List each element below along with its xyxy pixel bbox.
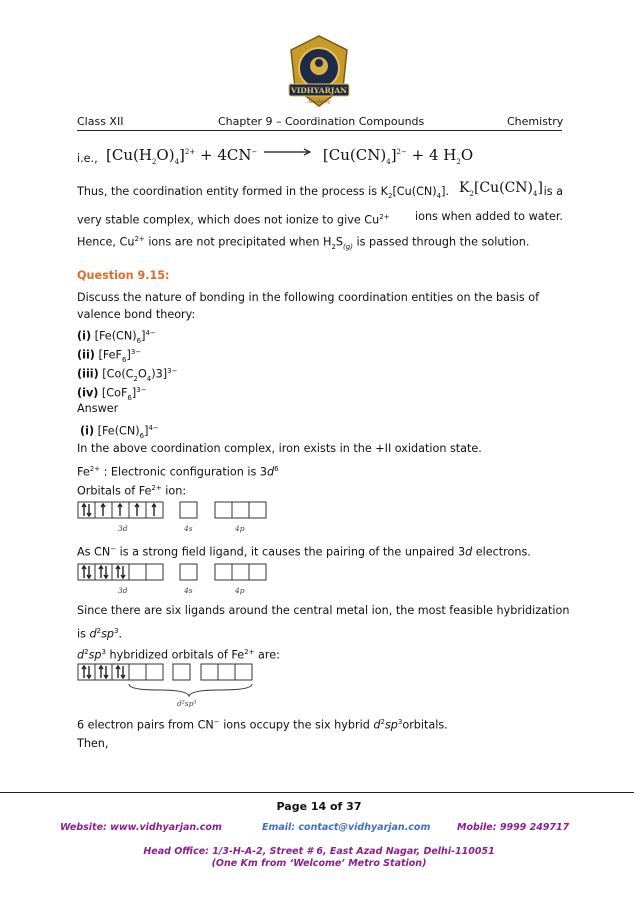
hybridized-orbitals-line: $d^2sp^3$ hybridized orbitals of $Fe^{2+}$ are: [77, 648, 280, 662]
label-3d: 3d [118, 586, 128, 595]
question-heading: Question 9.15: [77, 269, 170, 282]
footer-office-landmark: (One Km from ‘Welcome’ Metro Station) [211, 858, 427, 869]
para1-line2: very stable complex, which does not ionize to give $Cu^{2+}$ ions when added to water. [77, 210, 563, 227]
reaction-equation: $[Cu(H_2O)_4]^{2+} + 4CN^-$ $[Cu(CN)_4]^{2-} + 4$ $H_2O$ [106, 146, 473, 166]
header-class: Class XII [77, 115, 124, 128]
header-chapter: Chapter 9 – Coordination Compounds [218, 115, 425, 128]
option-iv: (iv) $[CoF_6]^{3-}$ [77, 386, 147, 402]
orbital-diagram-paired [77, 562, 277, 598]
4p-orbitals [215, 564, 266, 580]
footer-website[interactable]: Website: www.vidhyarjan.com [60, 822, 222, 833]
vidhyarjan-logo [283, 32, 355, 112]
question-line2: valence bond theory: [77, 308, 196, 321]
page-number: Page 14 of 37 [276, 800, 362, 813]
footer-rule [0, 792, 634, 793]
hybridization-line2: is $d^2sp^3$. [77, 627, 123, 641]
answer-i-heading: (i) $[Fe(CN)_6]^{4-}$ [80, 424, 159, 440]
footer-office-address: Head Office: 1/3-H-A-2, Street # 6, East Azad Nagar, Delhi-110051 [143, 846, 495, 857]
hybridization-line1: Since there are six ligands around the central metal ion, the most feasible hybridization [77, 604, 570, 617]
option-iii: (iii) $[Co(C_2O_4)3]^{3-}$ [77, 367, 178, 383]
label-d2sp3: d²sp³ [177, 699, 197, 708]
oxidation-state-line: In the above coordination complex, iron exists in the +II oxidation state. [77, 442, 482, 455]
orbitals-line: Orbitals of $Fe^{2+}$ ion: [77, 484, 187, 498]
para1-line3: Hence, $Cu^{2+}$ ions are not precipitated when $H_2S_{(g)}$ is passed through the solution. [77, 235, 530, 251]
logo-text: VIDHYARJAN [290, 86, 348, 95]
label-3d: 3d [118, 524, 128, 533]
electronic-config-line: $Fe^{2+}$ : Electronic configuration is $3d^6$ [77, 465, 279, 479]
orbital-diagram-fe2 [77, 500, 277, 536]
option-i: (i) $[Fe(CN)_6]^{4-}$ [77, 329, 156, 345]
label-4p: 4p [235, 586, 245, 595]
4s-orbital [180, 564, 197, 580]
hybrid-brace [129, 684, 252, 696]
option-ii: (ii) $[FeF_6]^{3-}$ [77, 348, 142, 364]
label-4s: 4s [184, 586, 193, 595]
logo-subtext: Academy [307, 99, 331, 105]
label-4p: 4p [235, 524, 245, 533]
electron-pairs-line: 6 electron pairs from CN− ions occupy the six hybrid $d^2sp^3orbitals$. [77, 718, 448, 732]
para1-line1: Thus, the coordination entity formed in the process is $K_2[Cu(CN)_4]$. $K_2[Cu(CN)_4]$ is a [77, 180, 563, 201]
then-line: Then, [77, 737, 109, 750]
4s-orbital [180, 502, 197, 518]
question-line1: Discuss the nature of bonding in the following coordination entities on the basis of [77, 291, 540, 304]
4p-orbitals [215, 502, 266, 518]
header-subject: Chemistry [507, 115, 564, 128]
orbital-diagram-hybrid [77, 662, 277, 708]
header-rule [77, 130, 562, 131]
label-4s: 4s [184, 524, 193, 533]
ie-label: i.e., [77, 152, 98, 165]
3d-orbitals [78, 502, 163, 518]
3d-orbitals-paired [78, 564, 163, 580]
footer-email[interactable]: Email: contact@vidhyarjan.com [262, 822, 431, 833]
reaction-arrow [262, 142, 318, 160]
strong-field-line: As CN− is a strong field ligand, it causes the pairing of the unpaired 3d electrons. [77, 545, 531, 559]
inline-k2cucn4: $K_2[Cu(CN)_4]$ [459, 180, 543, 198]
answer-label: Answer [77, 402, 119, 415]
footer-mobile: Mobile: 9999 249717 [457, 822, 570, 833]
